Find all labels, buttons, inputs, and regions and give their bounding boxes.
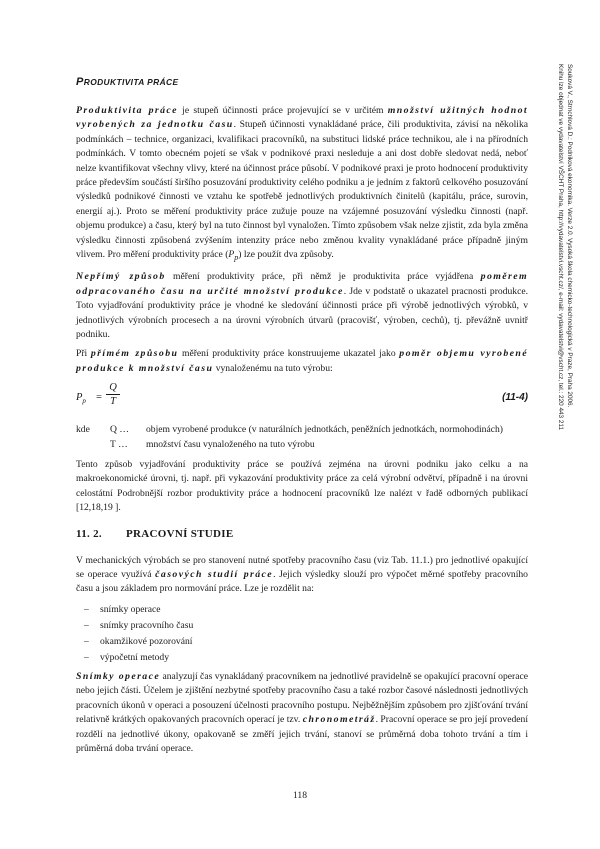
list-item-text: snímky pracovního času	[100, 619, 194, 631]
page-number: 118	[292, 790, 308, 801]
definition-text: objem vyrobené produkce (v naturálních jednotkách, peněžních jednotkách, normohodinách)	[146, 424, 503, 436]
variable-definitions	[76, 423, 528, 452]
definition-symbol: T …	[110, 438, 128, 450]
text-run: měření produktivity práce konstruujeme ukazatel jako	[178, 348, 400, 360]
emphasis-term: poměrem odpracovaného času na určité množství produkce	[76, 271, 528, 297]
text-run: V mechanických výrobách se pro stanovení nutné spotřeby pracovního času (viz Tab. 11.1.) pro jednotlivé opakující se operace využívá	[76, 554, 528, 581]
where-label: kde	[76, 424, 90, 436]
dash-bullet: –	[84, 635, 89, 647]
list-item	[76, 650, 528, 666]
text-run: ) lze použít dva způsoby.	[238, 249, 334, 261]
paragraph-indirect-method	[76, 270, 528, 342]
text-run: . Stupeň účinnosti vynakládané práce, čili produktivita, závisí na několika podmínkách – technice, organizaci, kvalifikaci pracovníků, na substituci lidské práce technikou, ale i na přírodních podmínkách. V tomto obecném pojetí se však v podnikové praxi nesleduje a ani dost dobře sledovat nedá, neboť nelze kvantifikovat všechny vlivy, které na účinnost práce působí. V podnikové praxi je proto hodnocení produktivity práce především součástí širšího posuzování produktivity celého podniku a je jedním z faktorů celkového posuzování výsledků podnikové činnosti ve vztahu ke spotřebě jednotlivých produktivních činitelů (kapitálu, práce, surovin, energií aj.). Proto se měření produktivity práce zužuje pouze na vzájemné posuzování výsledku činnosti (např. objemu produkce) a času, který byl na tuto činnost byl vynaložen. Tímto způsobem však nelze zjistit, zda byla změna výsledku činnosti způsobená zvýšením intenzity práce nebo změnou kvality vynakládané práce případně jiným vlivem. Pro měření produktivity práce (	[76, 119, 528, 261]
definition-text: množství času vynaloženého na tuto výrobu	[146, 438, 315, 450]
definition-row-q	[76, 423, 528, 437]
paragraph-usage: Tento způsob vyjadřování produktivity práce se používá zejména na úrovni podniku jako celku a na makroekonomické úrovni, tj. např. při vykazování produktivity práce za celá výrobní odvětví, případně i na úrovni celostátní Podrobnější rozbor produktivity práce a hodnocení pracovníků lze nalézt v řadě odborných publikací [12,18,19 ].	[76, 459, 528, 514]
text-run: vynaloženému na tuto výrobu:	[213, 362, 333, 374]
text-run: . Jejich výsledky slouží pro výpočet měrné spotřeby pracovního času a jsou základem pro normování práce. Lze je rozdělit na:	[76, 569, 528, 595]
side-note-line: Souková V., Strnchlová D.: Podniková ekonomika. Verze 2.0. Vysoká škola chemicko-technologická v Praze, Praha 2006.	[566, 64, 573, 408]
side-note-line: Knihu lze objednat ve vydavatelství VŠCHT Praha, http://vydavatelstvi.vscht.cz/, e-mail: vydavatelstvi@vscht.cz, tel.: 220 443 211	[557, 64, 564, 431]
equation-symbol: P	[76, 392, 83, 404]
fraction-numerator: Q	[106, 381, 120, 395]
symbol: P	[228, 249, 235, 261]
emphasis-term: Snímky operace	[76, 670, 161, 682]
list-item	[76, 634, 528, 650]
dash-bullet: –	[84, 603, 89, 615]
list-item	[76, 618, 528, 634]
emphasis-term: Produktivita práce	[76, 105, 178, 116]
dash-bullet: –	[84, 651, 89, 663]
emphasis-term: přímém způsobu	[90, 348, 179, 360]
emphasis-term: množství užitných hodnot vyrobených za jednotku času	[76, 105, 528, 131]
list-item	[76, 602, 528, 618]
list-item-text: výpočetní metody	[100, 651, 170, 663]
equation-productivity	[76, 381, 528, 421]
text-run: . Pracovní operace se pro její provedení rozdělí na jednotlivé úkony, opakovaně se změří jejich trvání, stanoví se průměrná doba tohoto trvání a tím i průměrná doba trvání operace.	[76, 714, 528, 754]
paragraph-direct-method	[76, 347, 528, 376]
emphasis-term: chronometráž	[302, 714, 376, 726]
list-item-text: okamžikové pozorování	[100, 635, 193, 647]
text-run: . Jde v podstatě o ukazatel pracnosti produkce. Toto vyjadřování produktivity práce je vhodné ke sledování účinnosti práce při výrobě jednotlivých výrobků, v jednotlivých výrobních procesech a na úrovni výrobních útvarů (pracovišť, výroben, cechů), tj. převážně uvnitř podniku.	[76, 285, 528, 340]
paragraph-operation-snapshots	[76, 670, 528, 756]
section-heading	[76, 528, 528, 540]
equation-lhs	[76, 392, 86, 405]
heading-initial: P	[76, 76, 84, 88]
symbol-subscript: p	[234, 252, 239, 262]
definition-symbol: Q …	[110, 424, 129, 436]
dash-bullet: –	[84, 619, 89, 631]
paragraph-work-studies	[76, 554, 528, 597]
definition-row-t	[76, 438, 528, 452]
equals-sign: =	[96, 392, 102, 404]
text-run: je stupeň účinnosti práce projevující se v určitém	[177, 105, 388, 116]
method-list	[76, 602, 528, 666]
list-item-text: snímky operace	[100, 603, 161, 615]
side-citation-note	[556, 64, 574, 594]
emphasis-term: poměr objemu vyrobené produkce k množství času	[76, 348, 528, 374]
equation-number: (11-4)	[502, 392, 528, 404]
equation-subscript: p	[82, 397, 86, 406]
section-title: PRACOVNÍ STUDIE	[126, 527, 234, 540]
fraction	[106, 381, 120, 409]
fraction-denominator: T	[110, 396, 116, 408]
heading-rest: RODUKTIVITA PRÁCE	[83, 77, 179, 87]
emphasis-term: časových studií práce	[155, 569, 274, 581]
emphasis-term: Nepřímý způsob	[76, 271, 166, 283]
spacer	[76, 438, 110, 452]
text-run: analyzují čas vynakládaný pracovníkem na jednotlivé pravidelně se opakující pracovní operace nebo jejich části. Účelem je zjištění nezbytné spotřeby pracovního času a také rozbor časové následnosti jednotlivých pracovních úkonů v operaci a posouzení účelnosti pracovního postupu. Nejběžnějším způsobem pro zjišťování trvání relativně krátkých opakovaných pracovních operací je tzv.	[76, 670, 528, 726]
page-content	[76, 76, 528, 761]
text-run: měření produktivity práce, při němž je produktivita práce vyjádřena	[165, 271, 481, 283]
section-number: 11. 2.	[76, 527, 102, 540]
subsection-heading	[76, 76, 528, 88]
paragraph-productivity	[76, 104, 528, 265]
text-run: Při	[76, 348, 91, 360]
